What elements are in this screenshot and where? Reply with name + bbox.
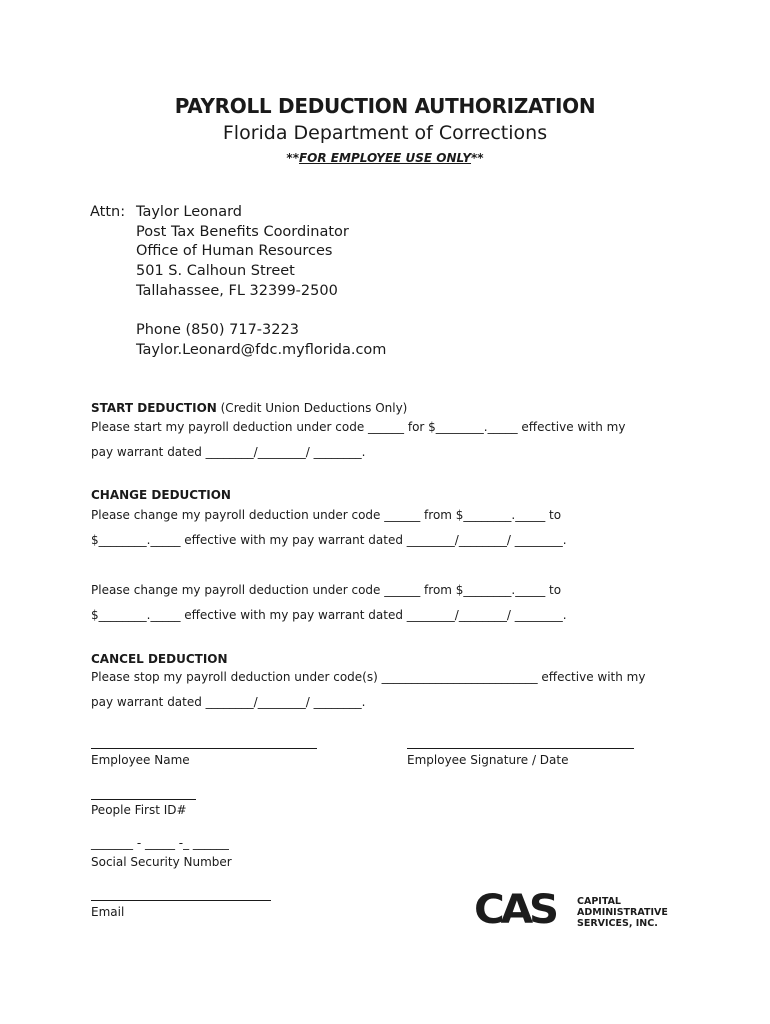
employee-name-label: Employee Name bbox=[91, 753, 190, 767]
employee-name-line[interactable] bbox=[91, 748, 317, 749]
use-suffix: ** bbox=[471, 151, 484, 165]
change-deduction-line-4: $________._____ effective with my pay warrant dated ________/________/ ________. bbox=[91, 608, 567, 622]
employee-signature-label: Employee Signature / Date bbox=[407, 753, 569, 767]
attn-line-street: 501 S. Calhoun Street bbox=[136, 263, 295, 279]
people-first-id-label: People First ID# bbox=[91, 803, 187, 817]
email-label: Email bbox=[91, 905, 125, 919]
attn-line-office: Office of Human Resources bbox=[136, 243, 333, 259]
cancel-deduction-line-1: Please stop my payroll deduction under code(s) __________________________ effective with my bbox=[91, 670, 646, 684]
cas-logo-mark: CAS bbox=[474, 887, 555, 933]
change-deduction-heading: CHANGE DEDUCTION bbox=[91, 488, 231, 502]
attn-line-title: Post Tax Benefits Coordinator bbox=[136, 224, 349, 240]
cas-logo bbox=[474, 887, 684, 935]
attn-email: Taylor.Leonard@fdc.myflorida.com bbox=[136, 342, 387, 358]
attn-label: Attn: bbox=[90, 204, 126, 220]
attn-phone: Phone (850) 717-3223 bbox=[136, 322, 299, 338]
form-title: PAYROLL DEDUCTION AUTHORIZATION bbox=[174, 94, 596, 118]
start-deduction-line-1: Please start my payroll deduction under code ______ for $________._____ effective with my bbox=[91, 420, 626, 434]
cas-logo-line-2: ADMINISTRATIVE bbox=[577, 907, 668, 918]
cas-logo-line-1: CAPITAL bbox=[577, 896, 621, 907]
email-line[interactable] bbox=[91, 900, 271, 901]
cas-logo-line-3: SERVICES, INC. bbox=[577, 918, 658, 929]
attn-line-city: Tallahassee, FL 32399-2500 bbox=[136, 283, 338, 299]
start-heading-text: START DEDUCTION bbox=[91, 401, 217, 415]
employee-signature-line[interactable] bbox=[407, 748, 634, 749]
start-heading-note: (Credit Union Deductions Only) bbox=[216, 401, 408, 415]
department-name: Florida Department of Corrections bbox=[222, 122, 548, 144]
change-deduction-line-2: $________._____ effective with my pay warrant dated ________/________/ ________. bbox=[91, 533, 567, 547]
start-deduction-line-2: pay warrant dated ________/________/ ________. bbox=[91, 445, 366, 459]
attn-line-name: Taylor Leonard bbox=[136, 204, 242, 220]
cancel-deduction-heading: CANCEL DEDUCTION bbox=[91, 652, 228, 666]
cancel-deduction-line-2: pay warrant dated ________/________/ ________. bbox=[91, 695, 366, 709]
employee-use-only-notice bbox=[0, 151, 770, 165]
people-first-id-line[interactable] bbox=[91, 799, 196, 800]
ssn-label: Social Security Number bbox=[91, 855, 232, 869]
change-deduction-line-3: Please change my payroll deduction under code ______ from $________._____ to bbox=[91, 583, 562, 597]
ssn-blanks[interactable]: _______ - _____ -_ ______ bbox=[91, 836, 229, 850]
use-text: FOR EMPLOYEE USE ONLY bbox=[298, 151, 472, 165]
change-deduction-line-1: Please change my payroll deduction under code ______ from $________._____ to bbox=[91, 508, 562, 522]
use-prefix: ** bbox=[286, 151, 299, 165]
start-deduction-heading bbox=[91, 401, 407, 415]
cas-logo-company bbox=[577, 896, 668, 929]
